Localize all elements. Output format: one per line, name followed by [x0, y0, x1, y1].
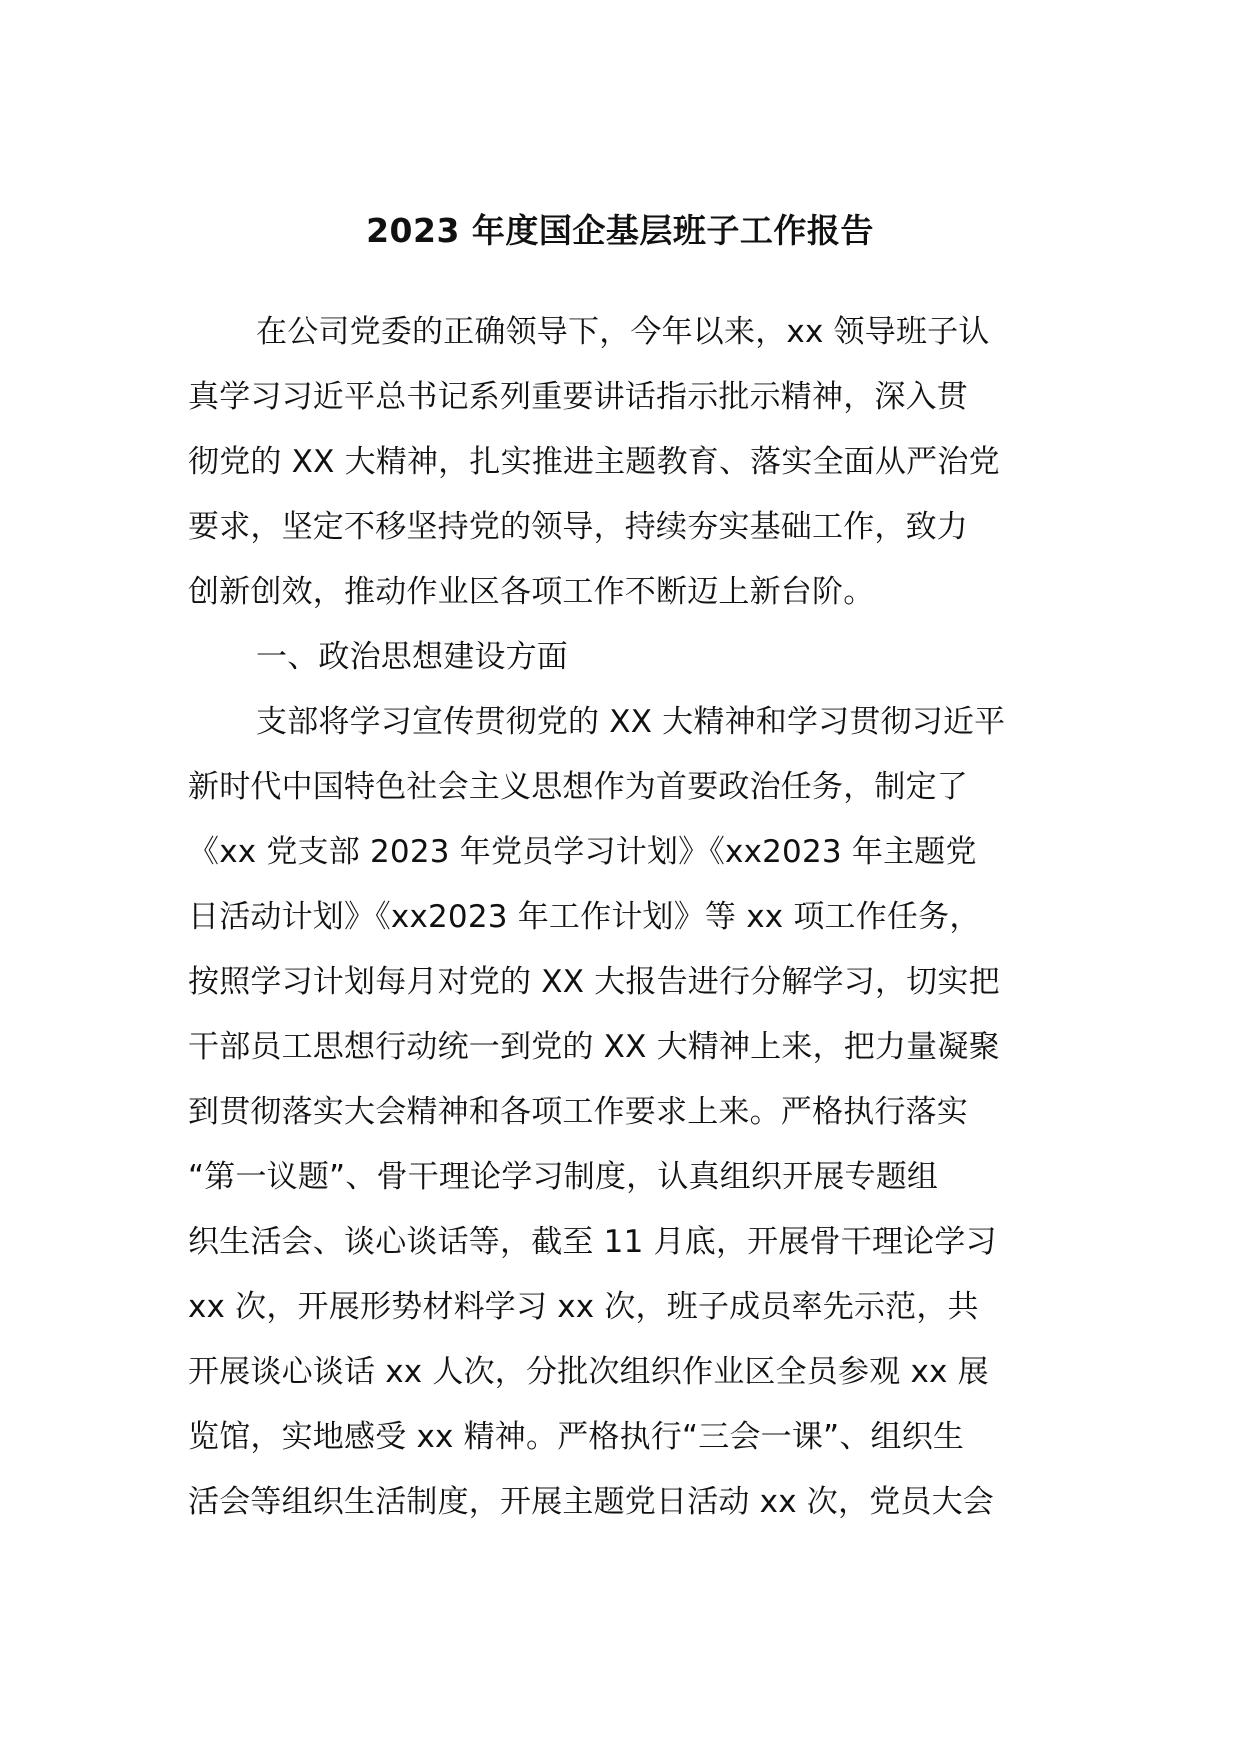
paragraph-line: 支部将学习宣传贯彻党的 XX 大精神和学习贯彻习近平	[256, 704, 1006, 740]
paragraph-line: 织生活会、谈心谈话等，截至 11 月底，开展骨干理论学习	[188, 1224, 997, 1260]
document-title: 2023 年度国企基层班子工作报告	[366, 211, 874, 250]
paragraph-line: 到贯彻落实大会精神和各项工作要求上来。严格执行落实	[188, 1094, 968, 1130]
paragraph-line: 《xx 党支部 2023 年党员学习计划》《xx2023 年主题党	[188, 834, 977, 870]
paragraph-line: 在公司党委的正确领导下，今年以来，xx 领导班子认	[256, 314, 990, 350]
paragraph-line: 彻党的 XX 大精神，扎实推进主题教育、落实全面从严治党	[188, 444, 1000, 480]
document-body	[188, 300, 1052, 1535]
paragraph-line: xx 次，开展形势材料学习 xx 次，班子成员率先示范，共	[188, 1289, 979, 1325]
paragraph-line: 览馆，实地感受 xx 精神。严格执行“三会一课”、组织生	[188, 1419, 965, 1455]
section-heading: 一、政治思想建设方面	[256, 639, 568, 675]
paragraph-line: 按照学习计划每月对党的 XX 大报告进行分解学习，切实把	[188, 964, 1000, 1000]
paragraph-line: 日活动计划》《xx2023 年工作计划》等 xx 项工作任务，	[188, 899, 981, 935]
paragraph-line: 创新创效，推动作业区各项工作不断迈上新台阶。	[188, 574, 875, 610]
paragraph-line: 真学习习近平总书记系列重要讲话指示批示精神，深入贯	[188, 379, 968, 415]
paragraph-line: 干部员工思想行动统一到党的 XX 大精神上来，把力量凝聚	[188, 1029, 1000, 1065]
paragraph-line: 活会等组织生活制度，开展主题党日活动 xx 次，党员大会	[188, 1484, 994, 1520]
paragraph-line: “第一议题”、骨干理论学习制度，认真组织开展专题组	[188, 1159, 939, 1195]
paragraph-line: 开展谈心谈话 xx 人次，分批次组织作业区全员参观 xx 展	[188, 1354, 989, 1390]
paragraph-line: 新时代中国特色社会主义思想作为首要政治任务，制定了	[188, 769, 968, 805]
paragraph-line: 要求，坚定不移坚持党的领导，持续夯实基础工作，致力	[188, 509, 968, 545]
